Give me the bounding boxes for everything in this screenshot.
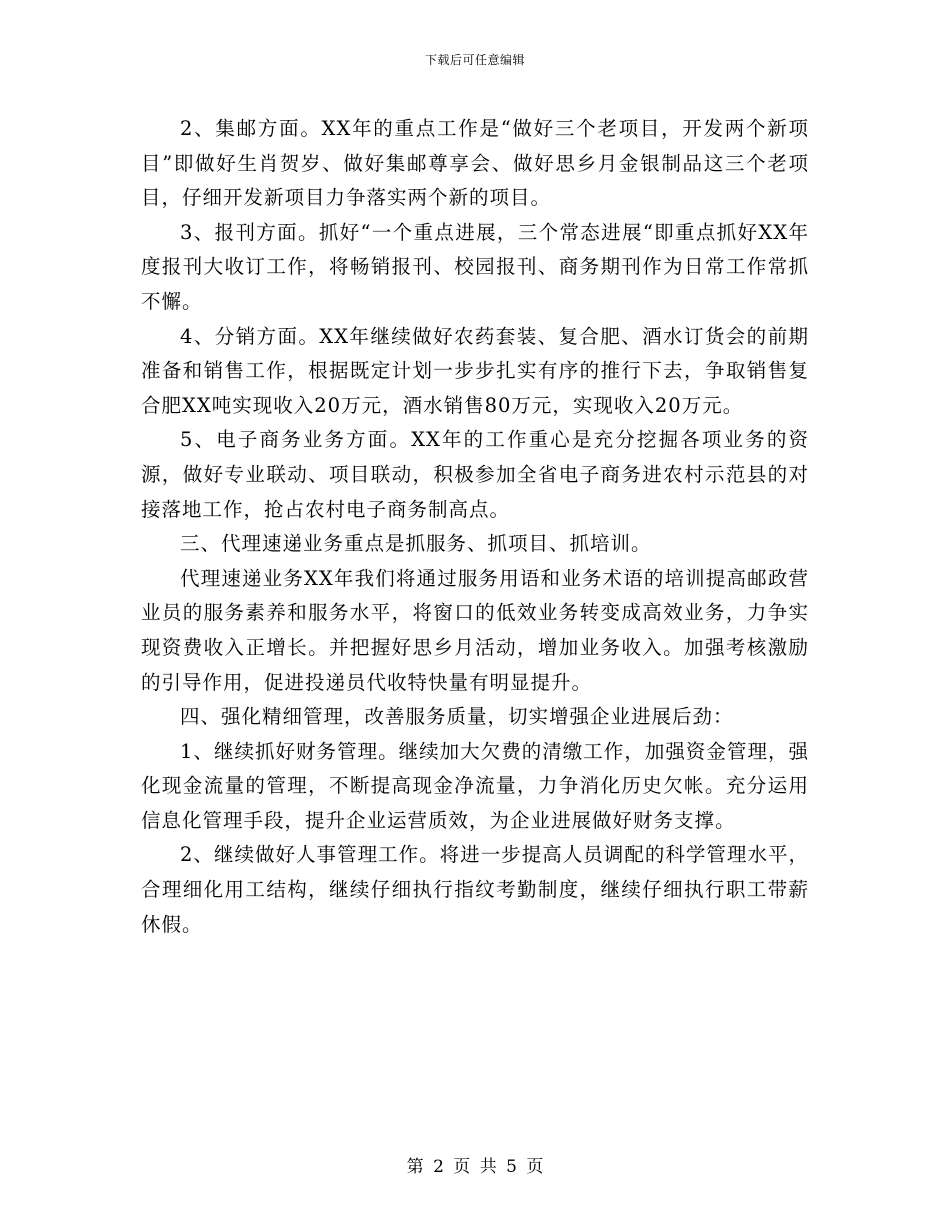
paragraph-distribution: 4、分销方面。XX年继续做好农药套装、复合肥、酒水订货会的前期准备和销售工作，根据既定计划一步步扎实有序的推行下去，争取销售复合肥XX吨实现收入20万元，酒水销售80万元，实现收入20万元。: [141, 324, 809, 417]
paragraph-finance: 1、继续抓好财务管理。继续加大欠费的清缴工作，加强资金管理，强化现金流量的管理，不断提高现金净流量，力争消化历史欠帐。充分运用信息化管理手段，提升企业运营质效，为企业进展做好财务支撑。: [141, 739, 809, 832]
page-number: 第 2 页 共 5 页: [406, 1157, 544, 1177]
header-note: 下载后可任意编辑: [424, 53, 525, 67]
section-heading-management: 四、强化精细管理，改善服务质量，切实增强企业进展后劲：: [180, 705, 734, 729]
document-body: [141, 112, 809, 942]
paragraph-express: 代理速递业务XX年我们将通过服务用语和业务术语的培训提高邮政营业员的服务素养和服务水平，将窗口的低效业务转变成高效业务，力争实现资费收入正增长。并把握好思乡月活动，增加业务收入。加强考核激励的引导作用，促进投递员代收特快量有明显提升。: [141, 566, 809, 694]
paragraph-newspapers: 3、报刊方面。抓好“一个重点进展，三个常态进展“即重点抓好XX年度报刊大收订工作，将畅销报刊、校园报刊、商务期刊作为日常工作常抓不懈。: [141, 220, 809, 313]
paragraph-stamps: 2、集邮方面。XX年的重点工作是“做好三个老项目，开发两个新项目”即做好生肖贺岁、做好集邮尊享会、做好思乡月金银制品这三个老项目，仔细开发新项目力争落实两个新的项目。: [141, 117, 809, 210]
paragraph-personnel: 2、继续做好人事管理工作。将进一步提高人员调配的科学管理水平，合理细化用工结构，继续仔细执行指纹考勤制度，继续仔细执行职工带薪休假。: [141, 843, 809, 936]
section-heading-express: 三、代理速递业务重点是抓服务、抓项目、抓培训。: [180, 532, 652, 556]
paragraph-ecommerce: 5、电子商务业务方面。XX年的工作重心是充分挖掘各项业务的资源，做好专业联动、项目联动，积极参加全省电子商务进农村示范县的对接落地工作，抢占农村电子商务制高点。: [141, 428, 809, 521]
